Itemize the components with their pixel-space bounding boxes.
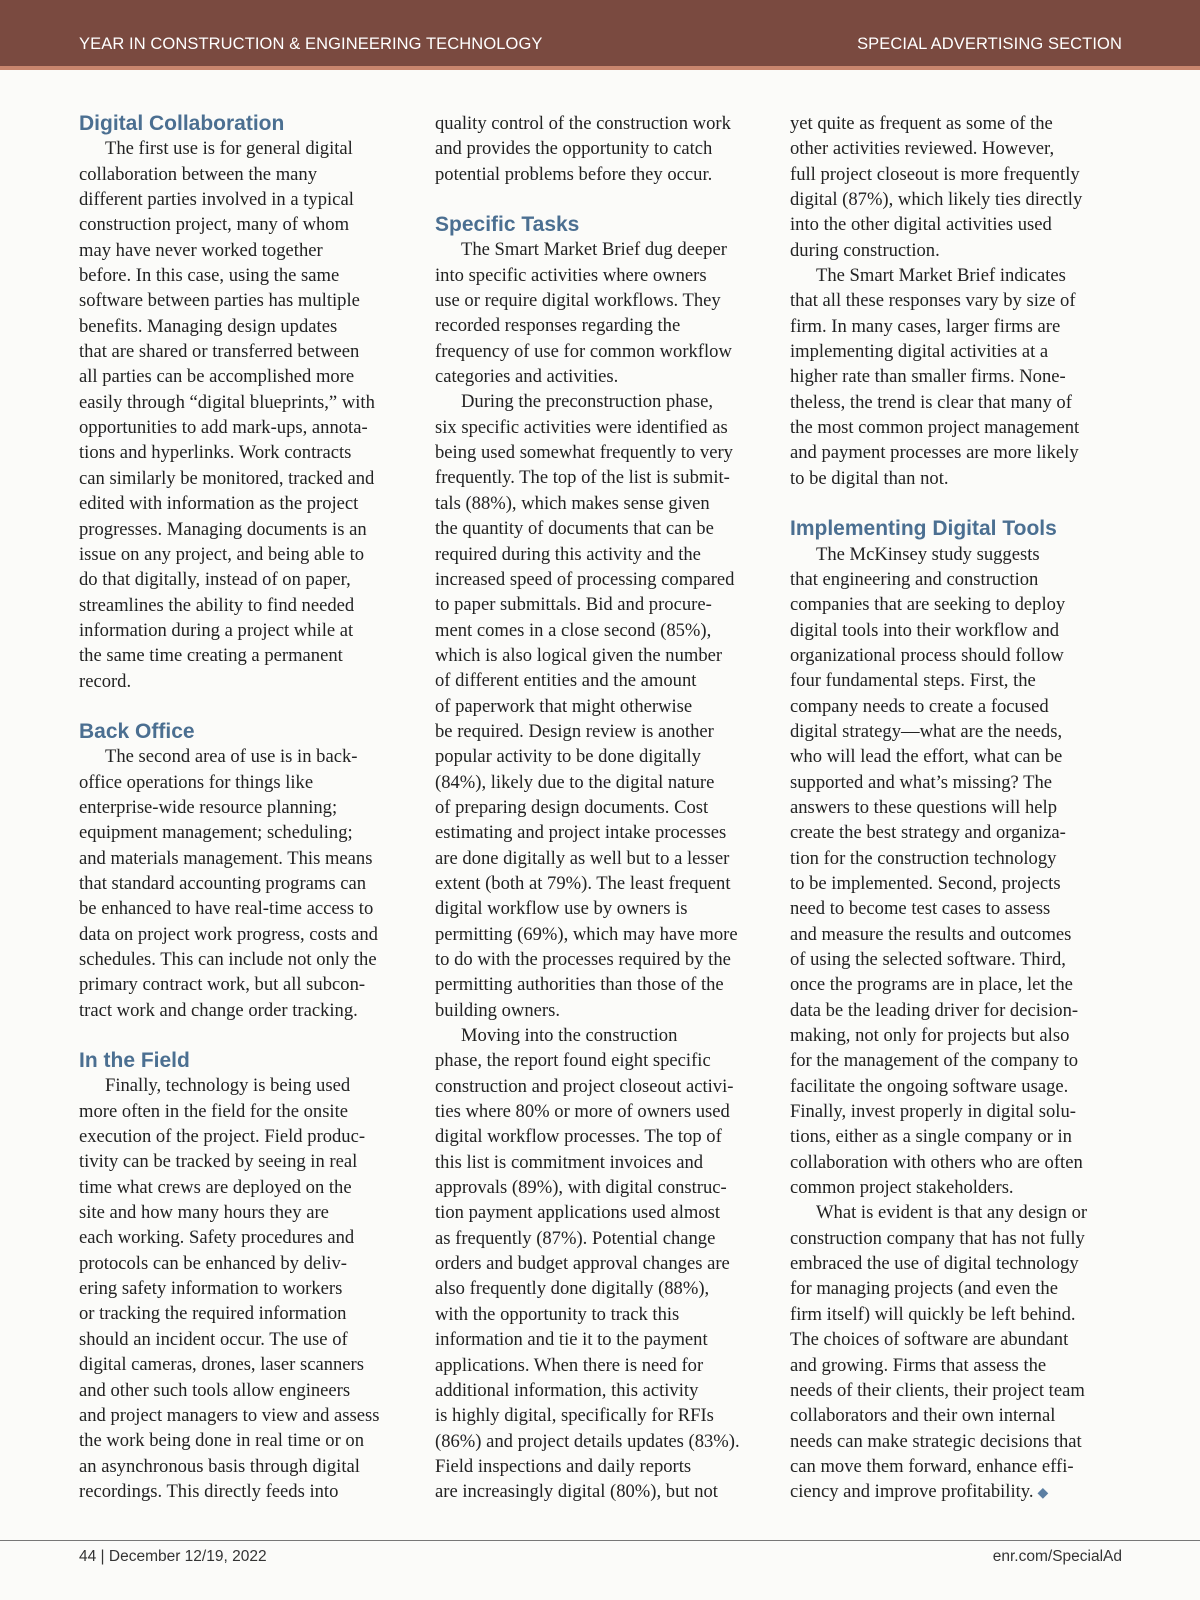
body-text-line: once the programs are in place, let the: [790, 974, 1073, 996]
body-text-line: office operations for things like: [79, 771, 314, 793]
section-spacer: [790, 491, 1118, 516]
body-text-line: permitting (69%), which may have more: [435, 923, 738, 945]
footer-url: enr.com/SpecialAd: [992, 1548, 1122, 1565]
body-text-line: tions, either as a single company or in: [790, 1126, 1072, 1148]
body-text-line: categories and activities.: [435, 366, 619, 388]
body-text-line: during construction.: [790, 239, 940, 261]
body-text-line: are increasingly digital (80%), but not: [435, 1481, 718, 1503]
body-text-line: for managing projects (and even the: [790, 1278, 1058, 1300]
body-text-line: answers to these questions will help: [790, 796, 1057, 818]
body-text-line: issue on any project, and being able to: [79, 543, 365, 565]
body-text-line: and other such tools allow engineers: [79, 1379, 351, 1401]
body-text-line: digital (87%), which likely ties directly: [790, 189, 1083, 211]
body-text-line: information and tie it to the payment: [435, 1329, 708, 1351]
body-text-line: construction company that has not fully: [790, 1227, 1085, 1249]
body-text-line: primary contract work, but all subcon-: [79, 974, 366, 996]
body-text-line: building owners.: [435, 999, 560, 1021]
body-text-line: popular activity to be done digitally: [435, 746, 701, 768]
body-text-line: the work being done in real time or on: [79, 1430, 365, 1452]
body-text-line: the most common project management: [790, 417, 1080, 439]
body-text-line: of paperwork that might otherwise: [435, 695, 693, 717]
body-text-line: tals (88%), which makes sense given: [435, 492, 710, 514]
body-text-line: to be implemented. Second, projects: [790, 872, 1061, 894]
body-text-line: benefits. Managing design updates: [79, 315, 338, 337]
body-text-line: supported and what’s missing? The: [790, 771, 1053, 793]
section-heading: Back Office: [79, 719, 195, 743]
body-text-line: equipment management; scheduling;: [79, 822, 353, 844]
body-text-line: for the management of the company to: [790, 1050, 1079, 1072]
body-text-line: full project closeout is more frequently: [790, 163, 1080, 185]
body-text-line: can move them forward, enhance effi-: [790, 1455, 1074, 1477]
body-text-line: higher rate than smaller firms. None-: [790, 366, 1066, 388]
body-text-line: into specific activities where owners: [435, 264, 707, 286]
end-mark-diamond-icon: ◆: [1037, 1486, 1049, 1502]
body-text-line: execution of the project. Field produc-: [79, 1126, 366, 1148]
body-text-line: being used somewhat frequently to very: [435, 442, 733, 464]
body-text-line: The first use is for general digital: [105, 138, 353, 160]
section-spacer: [79, 1023, 407, 1048]
body-text-line: to be digital than not.: [790, 467, 949, 489]
body-text-line: six specific activities were identified as: [435, 416, 728, 438]
body-text-line: ering safety information to workers: [79, 1278, 343, 1300]
section-heading: Implementing Digital Tools: [790, 517, 1057, 541]
body-text-line: digital workflow use by owners is: [435, 898, 688, 920]
body-text-line: before. In this case, using the same: [79, 265, 340, 287]
body-text-line: schedules. This can include not only the: [79, 949, 377, 970]
body-text-line: additional information, this activity: [435, 1379, 699, 1401]
body-text-line: The McKinsey study suggests: [816, 543, 1040, 565]
body-text-line: and project managers to view and assess: [79, 1404, 380, 1426]
body-text-line: that all these responses vary by size of: [790, 290, 1076, 312]
body-text-line: and measure the results and outcomes: [790, 923, 1072, 945]
body-text-line: or tracking the required information: [79, 1303, 347, 1325]
body-text-line: The Smart Market Brief indicates: [816, 265, 1066, 287]
body-text-end: ciency and improve profitability.: [790, 1481, 1034, 1503]
body-text-line: theless, the trend is clear that many of: [790, 391, 1072, 413]
section-spacer: [435, 187, 763, 212]
body-text-line: During the preconstruction phase,: [461, 391, 713, 413]
body-text-line: tract work and change order tracking.: [79, 999, 358, 1021]
body-text-line: estimating and project intake processes: [435, 822, 727, 844]
body-text-line: and materials management. This means: [79, 847, 373, 869]
body-text-line: to do with the processes required by the: [435, 949, 731, 970]
body-text-line: data on project work progress, costs and: [79, 923, 378, 945]
body-text-line: Moving into the construction: [461, 1025, 678, 1047]
body-text-line: other activities reviewed. However,: [790, 138, 1055, 160]
body-text-line: be required. Design review is another: [435, 720, 714, 742]
body-text-line: opportunities to add mark-ups, annota-: [79, 417, 368, 439]
body-text-line: orders and budget approval changes are: [435, 1253, 730, 1275]
body-text-line: and provides the opportunity to catch: [435, 138, 713, 160]
body-text-line: collaboration between the many: [79, 163, 318, 185]
body-text-line: digital workflow processes. The top of: [435, 1126, 722, 1148]
body-text-line: quality control of the construction work: [435, 113, 731, 134]
body-text-line: organizational process should follow: [790, 644, 1064, 666]
body-text-line: embraced the use of digital technology: [790, 1253, 1079, 1275]
body-text-line: the quantity of documents that can be: [435, 518, 714, 540]
body-text-line: do that digitally, instead of on paper,: [79, 569, 351, 591]
body-text-line: four fundamental steps. First, the: [790, 670, 1036, 692]
body-text-line: site and how many hours they are: [79, 1202, 329, 1224]
body-text-line: applications. When there is need for: [435, 1354, 704, 1376]
body-text-line: permitting authorities than those of the: [435, 974, 724, 996]
body-text-line: (84%), likely due to the digital nature: [435, 771, 715, 793]
body-text-line: need to become test cases to assess: [790, 898, 1051, 920]
body-text-line: record.: [79, 670, 132, 692]
body-text-line: What is evident is that any design or: [816, 1202, 1088, 1224]
body-text-line: different parties involved in a typical: [79, 189, 354, 211]
body-text-line: of different entities and the amount: [435, 670, 697, 692]
body-text-line: more often in the field for the onsite: [79, 1100, 349, 1122]
section-heading: In the Field: [79, 1049, 190, 1073]
section-heading: Specific Tasks: [435, 213, 580, 237]
body-text-line: making, not only for projects but also: [790, 1025, 1070, 1047]
body-text-line: firm. In many cases, larger firms are: [790, 315, 1061, 337]
body-text-line: yet quite as frequent as some of the: [790, 113, 1053, 134]
body-text-line: potential problems before they occur.: [435, 163, 713, 185]
page-header: [0, 0, 1200, 70]
body-text-line: needs can make strategic decisions that: [790, 1430, 1082, 1452]
header-advertising-label: SPECIAL ADVERTISING SECTION: [857, 35, 1122, 53]
body-text-line: tion payment applications used almost: [435, 1202, 721, 1224]
body-text-line: [790, 1479, 1118, 1506]
body-text-line: The second area of use is in back-: [105, 746, 358, 768]
body-text-line: an asynchronous basis through digital: [79, 1455, 360, 1477]
body-text-line: easily through “digital blueprints,” with: [79, 391, 375, 413]
body-text-line: approvals (89%), with digital construc-: [435, 1177, 727, 1199]
body-text-line: information during a project while at: [79, 619, 354, 641]
body-text-line: software between parties has multiple: [79, 290, 360, 312]
body-text-line: who will lead the effort, what can be: [790, 746, 1063, 768]
body-text-line: The choices of software are abundant: [790, 1329, 1069, 1351]
body-text-line: tivity can be tracked by seeing in real: [79, 1151, 358, 1173]
body-text-line: streamlines the ability to find needed: [79, 594, 355, 616]
body-text-line: extent (both at 79%). The least frequent: [435, 872, 731, 894]
article-column-3: [790, 111, 1118, 1507]
article-column-1: [79, 111, 407, 1504]
body-text-line: facilitate the ongoing software usage.: [790, 1075, 1069, 1097]
body-text-line: required during this activity and the: [435, 543, 701, 565]
body-text-line: construction project, many of whom: [79, 214, 350, 236]
body-text-line: ment comes in a close second (85%),: [435, 619, 712, 641]
body-text-line: may have never worked together: [79, 239, 323, 261]
body-text-line: digital tools into their workflow and: [790, 619, 1060, 641]
body-text-line: frequency of use for common workflow: [435, 340, 732, 362]
body-text-line: digital cameras, drones, laser scanners: [79, 1354, 364, 1376]
body-text-line: as frequently (87%). Potential change: [435, 1227, 716, 1249]
body-text-line: that engineering and construction: [790, 568, 1039, 590]
body-text-line: should an incident occur. The use of: [79, 1328, 348, 1350]
body-text-line: tions and hyperlinks. Work contracts: [79, 442, 352, 464]
body-text-line: to paper submittals. Bid and procure-: [435, 594, 712, 616]
header-section-title: YEAR IN CONSTRUCTION & ENGINEERING TECHNOLOGY: [79, 35, 543, 53]
body-text-line: needs of their clients, their project team: [790, 1379, 1085, 1401]
body-text-line: each working. Safety procedures and: [79, 1227, 355, 1249]
body-text-line: of using the selected software. Third,: [790, 949, 1066, 970]
body-text-line: ties where 80% or more of owners used: [435, 1101, 730, 1123]
body-text-line: of preparing design documents. Cost: [435, 796, 709, 818]
body-text-line: that standard accounting programs can: [79, 872, 367, 894]
body-text-line: time what crews are deployed on the: [79, 1176, 352, 1198]
body-text-line: also frequently done digitally (88%),: [435, 1278, 710, 1300]
body-text-line: firm itself) will quickly be left behind.: [790, 1303, 1076, 1325]
body-text-line: be enhanced to have real-time access to: [79, 898, 374, 920]
body-text-line: collaboration with others who are often: [790, 1151, 1083, 1173]
body-text-line: and growing. Firms that assess the: [790, 1354, 1047, 1376]
body-text-line: recorded responses regarding the: [435, 315, 681, 337]
body-text-line: recordings. This directly feeds into: [79, 1480, 339, 1502]
body-text-line: is highly digital, specifically for RFIs: [435, 1405, 714, 1427]
body-text-line: construction and project closeout activi-: [435, 1075, 734, 1097]
body-text-line: create the best strategy and organiza-: [790, 822, 1066, 844]
body-text-line: all parties can be accomplished more: [79, 366, 355, 388]
body-text-line: tion for the construction technology: [790, 847, 1057, 869]
body-text-line: the same time creating a permanent: [79, 645, 343, 667]
body-text-line: data be the leading driver for decision-: [790, 999, 1079, 1021]
body-text-line: which is also logical given the number: [435, 644, 723, 666]
body-text-line: edited with information as the project: [79, 493, 359, 515]
body-text-line: this list is commitment invoices and: [435, 1151, 704, 1173]
body-text-line: frequently. The top of the list is submit-: [435, 467, 730, 489]
body-text-line: use or require digital workflows. They: [435, 290, 721, 312]
body-text-line: protocols can be enhanced by deliv-: [79, 1252, 347, 1274]
footer-page-info: 44 | December 12/19, 2022: [79, 1548, 267, 1565]
body-text-line: (86%) and project details updates (83%).: [435, 1430, 740, 1452]
body-text-line: The Smart Market Brief dug deeper: [461, 239, 727, 261]
body-text-line: common project stakeholders.: [790, 1177, 1014, 1199]
body-text-line: collaborators and their own internal: [790, 1405, 1056, 1427]
body-text-line: Field inspections and daily reports: [435, 1455, 692, 1477]
body-text-line: into the other digital activities used: [790, 214, 1052, 236]
section-spacer: [79, 694, 407, 719]
footer-divider: [0, 1540, 1200, 1541]
body-text-line: digital strategy—what are the needs,: [790, 720, 1063, 742]
body-text-line: phase, the report found eight specific: [435, 1050, 711, 1072]
body-text-line: Finally, invest properly in digital solu-: [790, 1101, 1076, 1123]
body-text-line: can similarly be monitored, tracked and: [79, 467, 375, 489]
body-text-line: Finally, technology is being used: [105, 1075, 351, 1097]
body-text-line: and payment processes are more likely: [790, 442, 1079, 464]
article-column-2: [435, 111, 763, 1505]
section-heading: Digital Collaboration: [79, 112, 285, 135]
body-text-line: progresses. Managing documents is an: [79, 518, 367, 540]
body-text-line: increased speed of processing compared: [435, 568, 735, 590]
body-text-line: company needs to create a focused: [790, 695, 1049, 717]
body-text-line: enterprise-wide resource planning;: [79, 796, 338, 818]
body-text-line: are done digitally as well but to a lesser: [435, 847, 730, 869]
body-text-line: that are shared or transferred between: [79, 341, 360, 363]
body-text-line: companies that are seeking to deploy: [790, 594, 1066, 616]
body-text-line: with the opportunity to track this: [435, 1303, 680, 1325]
body-text-line: implementing digital activities at a: [790, 341, 1049, 363]
